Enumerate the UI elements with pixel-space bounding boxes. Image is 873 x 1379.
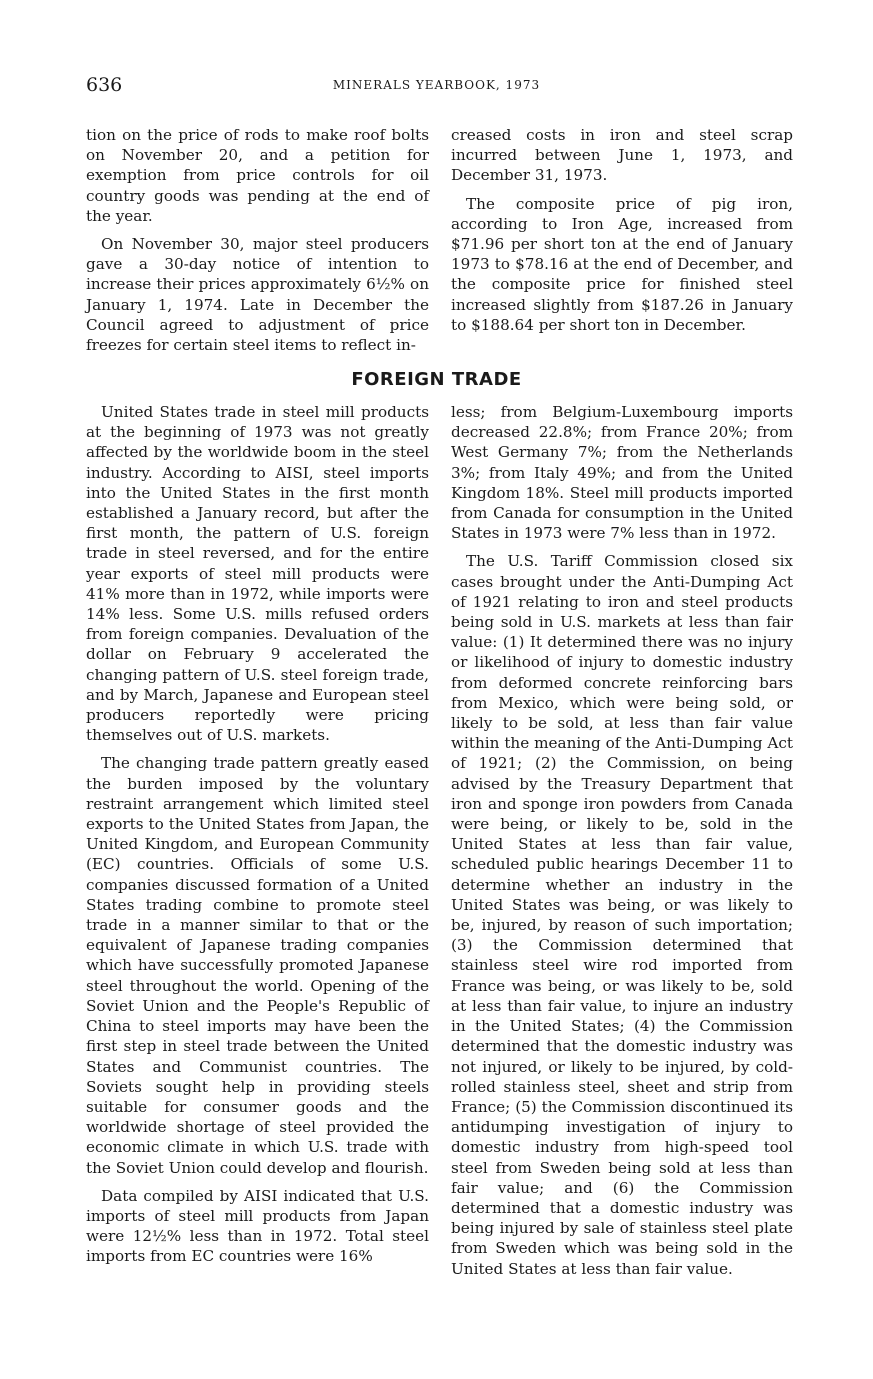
- paragraph: United States trade in steel mill products at the beginning of 1973 was not greatly affected by the worldwide boom in the steel industry. According to AISI, steel imports into the United States in the first month established a January record, but after the first month, the pattern of U.S. foreign trade in steel reversed, and for the entire year exports of steel mill products were 41% more than in 1972, while imports were 14% less. Some U.S. mills refused orders from foreign companies. Devaluation of the dollar on February 9 accelerated the changing pattern of U.S. steel foreign trade, and by March, Japanese and European steel producers reportedly were pricing themselves out of U.S. markets.: [86, 403, 429, 745]
- foreign-trade-left-column: [86, 402, 429, 1275]
- paragraph: On November 30, major steel producers gave a 30-day notice of intention to increase their prices approximately 6½% on January 1, 1974. Late in December the Council agreed to adjustment of price freezes for certain steel items to reflect in-: [86, 235, 429, 355]
- section-heading: FOREIGN TRADE: [351, 369, 522, 390]
- foreign-trade-right-column: [451, 402, 793, 1287]
- paragraph: The U.S. Tariff Commission closed six cases brought under the Anti-Dumping Act of 1921 relating to iron and steel products being sold in U.S. markets at less than fair value: (1) It determined there was no injury or likelihood of injury to domestic industry from deformed concrete reinforcing bars from Mexico, which were being sold, or likely to be sold, at less than fair value within the meaning of the Anti-Dumping Act of 1921; (2) the Commission, on being advised by the Treasury Department that iron and sponge iron powders from Canada were being, or likely to be, sold in the United States at less than fair value, scheduled public hearings December 11 to determine whether an industry in the United States was being, or was likely to be, injured, by reason of such importation; (3) the Commission determined that stainless steel wire rod imported from France was being, or was likely to be, sold at less than fair value, to injure an industry in the United States; (4) the Commission determined that the domestic industry was not injured, or likely to be injured, by cold-rolled stainless steel, sheet and strip from France; (5) the Commission discontinued its antidumping investigation of injury to domestic industry from high-speed tool steel from Sweden being sold at less than fair value; and (6) the Commission determined that a domestic industry was being injured by sale of stainless steel plate from Sweden which was being sold in the United States at less than fair value.: [451, 552, 793, 1278]
- paragraph: The composite price of pig iron, according to Iron Age, increased from $71.96 per short ton at the end of January 1973 to $78.16 at the end of December, and the composite price for finished steel increased slightly from $187.26 in January to $188.64 per short ton in December.: [451, 194, 793, 334]
- paragraph: creased costs in iron and steel scrap incurred between June 1, 1973, and December 31, 1973.: [451, 126, 793, 185]
- top-left-column: [86, 125, 429, 363]
- paragraph: Data compiled by AISI indicated that U.S. imports of steel mill products from Japan were 12½% less than in 1972. Total steel imports from EC countries were 16%: [86, 1186, 429, 1266]
- page-number: 636: [86, 74, 123, 96]
- paragraph: less; from Belgium-Luxembourg imports decreased 22.8%; from France 20%; from West Germany 7%; from the Netherlands 3%; from Italy 49%; and from the United Kingdom 18%. Steel mill products imported from Canada for consumption in the United States in 1973 were 7% less than in 1972.: [451, 403, 793, 543]
- paragraph: The changing trade pattern greatly eased the burden imposed by the voluntary restraint arrangement which limited steel exports to the United States from Japan, the United Kingdom, and European Community (EC) countries. Officials of some U.S. companies discussed formation of a United States trading combine to promote steel trade in a manner similar to that or the equivalent of Japanese trading companies which have successfully promoted Japanese steel throughout the world. Opening of the Soviet Union and the People's Republic of China to steel imports may have been the first step in steel trade between the United States and Communist countries. The Soviets sought help in providing steels suitable for consumer goods and the worldwide shortage of steel provided the economic climate in which U.S. trade with the Soviet Union could develop and flourish.: [86, 754, 429, 1177]
- top-right-column: [451, 125, 793, 343]
- running-head: MINERALS YEARBOOK, 1973: [332, 78, 541, 92]
- paragraph: tion on the price of rods to make roof bolts on November 20, and a petition for exemption from price controls for oil country goods was pending at the end of the year.: [86, 126, 429, 225]
